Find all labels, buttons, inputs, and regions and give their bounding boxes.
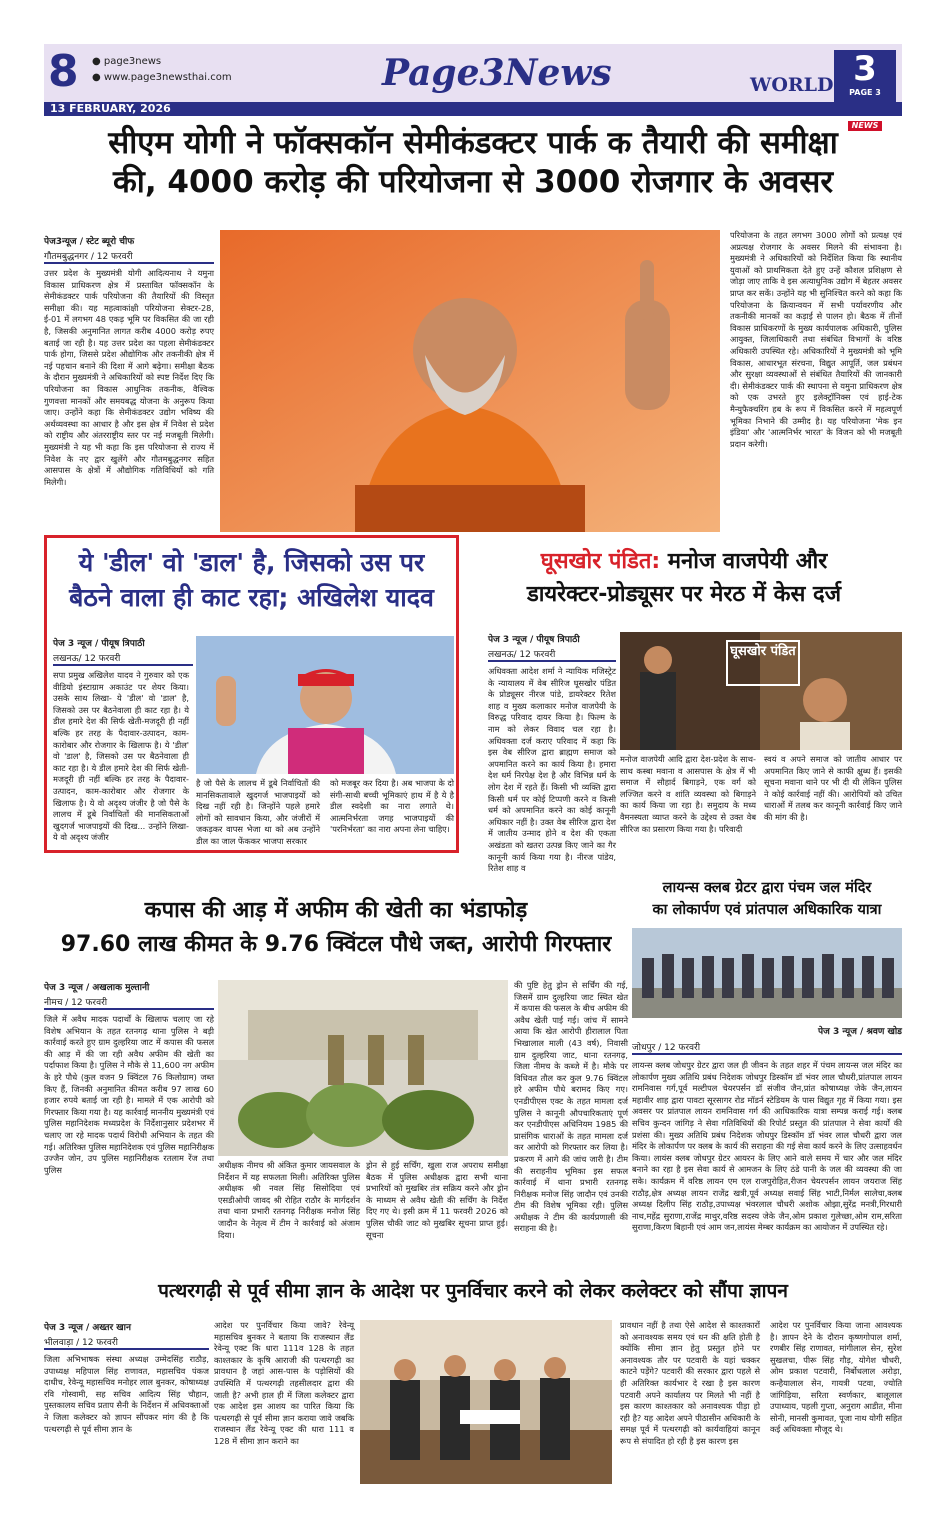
s2-byline: पेज 3 न्यूज / पीयूष त्रिपाठी [53, 639, 145, 649]
s2-headline: ये 'डील' वो 'डाल' है, जिसको उस पर बैठने वाला ही काट रहा; अखिलेश यादव [69, 548, 434, 612]
s1-photo [220, 230, 720, 532]
s5-headline: लायन्स क्लब ग्रेटर द्वारा पंचम जल मंदिर का लोकार्पण एवं प्रांतपाल अधिकारिक यात्रा [652, 880, 882, 918]
s3-poster-title: घूसखोर पंडित [726, 640, 800, 686]
newspaper-logo: Page3News [382, 52, 612, 94]
s6-body-col2: आदेश पर पुनर्विचार किया जावे? रेवेन्यू महासचिव बुनकर ने बताया कि राजस्थान लैंड रेवेन्यू एक्ट कि धारा 111व 128 के तहत काश्तकार के कृषि आराजी की पत्थरगढ़ी का प्रावधान है जहां आस-पास के पड़ोसियों की उपस्थिति में पत्थरगढ़ी तहसीलदार द्वारा की जाती है? अभी हाल ही में जिला कलेक्टर द्वारा एक आदेश इस आशय का पारित किया कि पत्थरगढ़ी से पूर्व सीमा ज्ञान कराया जावे जबकि राजस्थान लैंड रेवेन्यू एक्ट की धारा 111 व 128 में सीमा ज्ञान कराने का [214, 1320, 354, 1446]
s3-body-col1: अधिवक्ता आदेश शर्मा ने न्यायिक मजिस्ट्रेट के न्यायालय में वेब सीरिज घूसखोर पंडित के प्रोड्यूसर नीरज पांडे, डायरेक्टर रितेश शाह व मुख्य कलाकार मनोज वाजपेयी के विरुद्ध परिवाद दायर किया है। फिल्म के नाम को लेकर विवाद चल रहा है। अधिवक्ता दर्ज कराए परिवाद में कहा कि इस वेब सीरिज द्वारा ब्राह्मण समाज को अपमानित करने का कार्य किया है। हमारा देश धर्म निरपेक्ष देश है और विभिन्न धर्म के लोग देश में रहते हैं। किसी भी व्यक्ति द्वारा किसी धर्म पर कोई टिप्पणी करने व किसी धर्म को अपमानित करने का कोई कानूनी अधिकार नहीं है। उक्त वेब सीरिज द्वारा देश में जातीय उन्माद होने व देश की एकता अखंडता को खतरा उत्पन्न किए जाने का गैर कानूनी कार्य किया गया है। नीरज पांडेय, रितेश शाह व [488, 666, 616, 874]
s6-photo [360, 1320, 612, 1484]
s3-headline: घूसखोर पंडित: मनोज वाजपेयी और डायरेक्टर-प्रोड्यूसर पर मेरठ में केस दर्ज [526, 549, 842, 607]
website-link[interactable]: ● www.page3newsthai.com [92, 72, 232, 83]
s1-byline: पेज3न्यूज / स्टेट ब्यूरो चीफ [44, 237, 135, 247]
divider [44, 1348, 209, 1350]
s4-location: नीमच / 12 फरवरी [44, 998, 108, 1008]
s3-location: लखनऊ/ 12 फरवरी [488, 650, 556, 660]
divider [44, 262, 214, 264]
s3-body-col3: स्वयं व अपने समाज को जातीय आधार पर अपमानित किए जाने से काफी क्षुब्ध हैं। इसकी सूचना मवाना थाने पर भी दी थी लेकिन पुलिस ने कोई कार्रवाई नहीं की। आरोपियों को उचित धाराओं में तलब कर कानूनी कार्रवाई किए जाने की मांग की है। [764, 754, 902, 822]
s2-location: लखनऊ/ 12 फरवरी [53, 654, 121, 664]
s1-body-col1: उत्तर प्रदेश के मुख्यमंत्री योगी आदित्यनाथ ने यमुना विकास प्राधिकरण क्षेत्र में प्रस्तावित फॉक्सकॉन के सेमीकंडक्टर पार्क परियोजना की तैयारियों की विस्तृत समीक्षा की। यह महत्वाकांक्षी परियोजना सेक्टर-28, ई-01 में लगभग 48 एकड़ भूमि पर विकसित की जा रही है, जिसकी अनुमानित लागत करीब 4000 करोड़ रुपए बताई जा रही है। यह उत्तर प्रदेश का पहला सेमीकंडक्टर पार्क होगा, जिससे प्रदेश औद्योगिक और तकनीकी क्षेत्र में नई पहचान बनाने की दिशा में आगे बढ़ेगा। समीक्षा बैठक के दौरान मुख्यमंत्री ने अधिकारियों को स्पष्ट निर्देश दिए कि परियोजना का विकास आधुनिक तकनीक, वैश्विक गुणवत्ता मानकों और समयबद्ध योजना के अनुरूप किया जाए। उन्होंने कहा कि सेमीकंडक्टर उद्योग भविष्य की अर्थव्यवस्था का आधार है और इस क्षेत्र में निवेश से प्रदेश को राष्ट्रीय और अंतरराष्ट्रीय स्तर पर नई मजबूती मिलेगी। मुख्यमंत्री ने यह भी कहा कि इस परियोजना से राज्य में निवेश के नए द्वार खुलेंगे और गौतमबुद्धनगर सहित आसपास के क्षेत्रों में औद्योगिक गतिविधियों को गति मिलेगी। [44, 268, 214, 487]
s4-body-col4: की पुष्टि हेतु ड्रोन से सर्चिंग की गई, जिसमें ग्राम दुल्हरिया जाट स्थित खेत में कपास की फसल के बीच अफीम की अवैध खेती पाई गई। जांच में सामने आया कि खेत आरोपी हीरालाल पिता भिखालाल माली (43 वर्ष), निवासी ग्राम दुल्हरिया जाट, थाना रतनगढ़, जिला नीमच के कब्जे में है। मौके पर विधिवत तौल कर कुल 9.76 क्विंटल हरे अफीम पौधे बरामद किए गए। एनडीपीएस एक्ट के तहत मामला दर्ज पुलिस ने कानूनी औपचारिकताएं पूर्ण कर एनडीपीएस अधिनियम 1985 की प्रासंगिक धाराओं के तहत मामला दर्ज कर आरोपी को गिरफ्तार कर लिया है। प्रकरण में आगे की जांच जारी है। टीम की सराहनीय भूमिका इस सफल कार्रवाई में थाना प्रभारी रतनगढ़ निरीक्षक मनोज सिंह जादौन एवं उनकी टीम की विशेष भूमिका रही। पुलिस अधीक्षक ने टीम की कार्यप्रणाली की सराहना की है। [514, 980, 628, 1234]
s6-body-col3: प्रावधान नहीं है तथा ऐसे आदेश से काश्तकारों को अनावश्यक समय एवं धन की क्षति होती है क्योंकि सीमा ज्ञान हेतु प्रस्तुत होने पर अनावश्यक तौर पर पटवारी के यहां चक्कर काटने पड़ेंगे? पटवारी की सरकार द्वारा पहले से ही अतिरिक्त कार्यभार दे रखा है इस कारण पटवारी अपने कार्यालय पर मिलते भी नहीं है इस कारण काश्तकार को अनावश्यक पीड़ा हो रही है? यह आदेश अपने पीठासीन अधिकारी के समक्ष पूर्व में पत्थरगढ़ी को कार्यवाहियां कानून रूप से संपादित हो रही है इस कारण इस [620, 1320, 760, 1446]
s5-photo [632, 928, 902, 1018]
s4-headline: कपास की आड़ में अफीम की खेती का भंडाफोड़ 97.60 लाख कीमत के 9.76 क्विंटल पौधे जब्त, आरोपी गिरफ्तार [60, 898, 612, 958]
divider [488, 660, 616, 662]
s5-body: लायन्स क्लब जोधपुर ग्रेटर द्वारा जल ही जीवन के तहत शहर में पंचम लायन्स जल मंदिर का लोकार्पण मुख्य अतिथि प्रबंध निदेशक जोधपुर डिस्कॉम डॉ भंवर लाल चौधरी,प्रांतपाल लायन रामनिवास गर्ग,पूर्व मल्टीपल चेयरपर्सन डॉ संजीव जैन,प्रांत कोषाध्यक्ष जेके जैन,लायन महावीर शाह द्वारा पावटा सूरसागर रोड मॉडर्न स्टेडियम के पास विद्युत गृह में किया गया। इस अवसर पर प्रांतपाल लायन रामनिवास गर्ग की आधिकारिक यात्रा सम्पन्न कराई गई। क्लब सचिव कुन्दन जांगिड़ ने सेवा गतिविधियों की रिपोर्ट प्रस्तुत की प्रांतपाल ने सेवा कार्यों की प्रशंसा की। मुख्य अतिथि प्रबंध निदेशक जोधपुर डिस्कॉम डॉ भंवर लाल चौधरी द्वारा जल मंदिर के लोकार्पण पर क्लब के कार्य की सराहना की गई सेवा कार्य करने के लिए उत्साहवर्धन किया। लायंस क्लब जोधपुर ग्रेटर आयरन के लिए आने वाले समय में चार और जल मंदिर बनाने का रहा है इस सेवा कार्य से आमजन के लिए ठंडे पानी के जल की व्यवस्था की जा सके। कार्यक्रम में वरिष्ठ लायन एम एल राजपुरोहित,रीजन चेयरपर्सन लायन जयराज सिंह राठौड़,क्षेत्र अध्यक्ष लायन राजेंद्र खत्री,पूर्व अध्यक्ष सवाई सिंह भाटी,निर्मल सालेचा,क्लब अध्यक्ष दिलीप सिंह राठौड़,उपाध्यक्ष भंवरलाल चौधरी अशोक ओझा,सुरेंद्र मनत्री,गिरधारी नाथ,महेंद्र सुराणा,राजेंद्र माथुर,वरिष्ठ सदस्य जेके जैन,ओम प्रकाश गुलेच्छा,ओम राम,सरिता सुराणा,किरण बिहानी एवं आम जन,लायंस मेम्बर कार्यक्रम का आयोजन में उपस्थित रहे। [632, 1060, 902, 1233]
divider [53, 664, 193, 666]
s3-body-col2: मनोज वाजपेयी आदि द्वारा देश-प्रदेश के साथ-साथ कस्बा मवाना व आसपास के क्षेत्र में भी समाज में सौहार्द बिगाड़ने, एक वर्ग को लज्जित करने व शांति व्यवस्था को बिगाड़ने का कार्य किया जा रहा है। समुदाय के मध्य वैमनस्यता व्याप्त करने के उद्देश्य से उक्त वेब सीरिज का प्रसारण किया गया है। परिवादी [620, 754, 756, 834]
s2-body-col3: को मजबूर कर दिया है। अब भाजपा के दो संगी-साथी बच्ची भूमिकाएं हाथ में है ये है डील स्वदेशी का नारा लगाते थे। आत्मनिर्भरता जगह भाजपाइयों की 'परनिर्भरता' का नारा अपना लेना चाहिए। [330, 778, 454, 835]
s1-body-col2: परियोजना के तहत लगभग 3000 लोगों को प्रत्यक्ष एवं अप्रत्यक्ष रोजगार के अवसर मिलने की संभावना है। मुख्यमंत्री ने अधिकारियों को निर्देशित किया कि स्थानीय युवाओं को प्राथमिकता देते हुए उन्हें कौशल प्रशिक्षण से जोड़ा जाए ताकि वे इस अत्याधुनिक उद्योग में बेहतर अवसर प्राप्त कर सकें। उन्होंने यह भी सुनिश्चित करने को कहा कि परियोजना के क्रियान्वयन में सभी पर्यावरणीय और तकनीकी मानकों का कड़ाई से पालन हो। बैठक में तीनों विकास प्राधिकरणों के मुख्य कार्यपालक अधिकारी, पुलिस आयुक्त, जिलाधिकारी तथा संबंधित विभागों के वरिष्ठ अधिकारी उपस्थित रहे। अधिकारियों ने मुख्यमंत्री को भूमि विकास, आधारभूत संरचना, विद्युत आपूर्ति, जल प्रबंधन और सुरक्षा व्यवस्थाओं से संबंधित तैयारियों की जानकारी दी। सेमीकंडक्टर पार्क की स्थापना से यमुना प्राधिकरण क्षेत्र को एक उभरते हुए इलेक्ट्रॉनिक्स एवं हाई-टेक मैन्युफैक्चरिंग हब के रूप में विकसित करने में महत्वपूर्ण भूमिका निभाने की उम्मीद है। यह परियोजना 'मेक इन इंडिया' और 'आत्मनिर्भर भारत' के विजन को भी मजबूती प्रदान करेगी। [730, 230, 902, 449]
masthead-header [44, 44, 902, 130]
social-handle[interactable]: ● page3news [92, 56, 162, 67]
s6-body-col4: आदेश पर पुनर्विचार किया जाना आवश्यक है। ज्ञापन देने के दौरान कृष्णगोपाल शर्मा, रणबीर सिंह राणावत, मांगीलाल सेन, सुरेश सुखलचा, पीरू सिंह गौड़, योगेश चौधरी, ओम प्रकाश पटवारी, निर्बोधलाल अरोड़ा, कन्हैयालाल सेन, गायत्री पटवा, ज्योति जांगिड़िया, सरिता स्वर्णकार, बालूलाल उपाध्याय, पहली गुप्ता, अनुराग आडीत, मीना सोनी, मानसी कुमावत, पूजा नाथ योगी सहित कई अधिवक्ता मौजूद थे। [770, 1320, 902, 1435]
issue-date: 13 FEBRUARY, 2026 [50, 102, 171, 115]
s3-byline: पेज 3 न्यूज / पीयूष त्रिपाठी [488, 635, 580, 645]
s6-location: भीलवाड़ा / 12 फरवरी [44, 1338, 118, 1348]
s4-body-col3: ड्रोन से हुई सर्चिंग, खुला राज अपराध समीक्षा बैठक में पुलिस अधीक्षक द्वारा सभी थाना प्रभारियों को मुखबिर तंत्र सक्रिय करने और ड्रोन के माध्यम से अवैध खेती की सर्चिंग के निर्देश दिए गए थे। इसी क्रम में 11 फरवरी 2026 को पुलिस चौकी जाट को मुखबिर सूचना प्राप्त हुई। सूचना [366, 1160, 508, 1240]
divider [44, 1008, 214, 1010]
s4-photo [218, 980, 508, 1156]
s5-byline: पेज 3 न्यूज / श्रवण खोड [818, 1027, 902, 1037]
s1-location: गौतमबुद्धनगर / 12 फरवरी [44, 252, 133, 262]
s4-body-col1: जिले में अवैध मादक पदार्थों के खिलाफ चलाए जा रहे विशेष अभियान के तहत रतनगढ़ थाना पुलिस ने बड़ी कार्रवाई करते हुए ग्राम दुल्हरिया जाट में कपास की फसल की आड़ में की जा रही अवैध अफीम की खेती का पर्दाफाश किया है। पुलिस ने मौके से 11,600 नग अफीम के हरे पौधे (कुल वजन 9 क्विंटल 76 किलोग्राम) जब्त किए हैं, जिनकी अनुमानित कीमत करीब 97 लाख 60 हजार रुपये बताई जा रही है। मामले में एक आरोपी को गिरफ्तार किया गया है। यह कार्रवाई माननीय मुख्यमंत्री एवं पुलिस महानिदेशक मध्यप्रदेश के निर्देशानुसार प्रदेशभर में चलाए जा रहे मादक पदार्थ विरोधी अभियान के तहत की गई। अतिरिक्त पुलिस महानिदेशक एवं पुलिस महानिरीक्षक उज्जैन जोन, उप पुलिस महानिरीक्षक रतलाम रेंज तथा पुलिस [44, 1014, 214, 1175]
brand-badge: 3 PAGE 3 NEWS [834, 50, 896, 110]
s4-body-col2: अधीक्षक नीमच श्री अंकित कुमार जायसवाल के निर्देशन में यह सफलता मिली। अतिरिक्त पुलिस अधीक्षक श्री नवल सिंह सिसोदिया एवं एसडीओपी जावद श्री रोहित राठौर के मार्गदर्शन तथा थाना प्रभारी रतनगढ़ निरीक्षक मनोज सिंह जादौन के नेतृत्व में टीम ने कार्रवाई को अंजाम दिया। [218, 1160, 360, 1240]
s2-body-col1: सपा प्रमुख अखिलेश यादव ने गुरुवार को एक वीडियो इंस्टाग्राम अकाउंट पर शेयर किया। उसके साथ लिखा- ये 'डील' वो 'डाल' है, जिसको उस पर बैठनेवाला ही काट रहा है। ये डील हमारे देश की सिर्फ खेती-मजदूरी ही नहीं बल्कि हर तरह के पैदावार-उत्पादन, काम-कारोबार और रोजगार के खिलाफ है। ये 'डील' वो 'डाल' है, जिसको उस पर बैठनेवाला ही काट रहा है। ये डील हमारे देश की सिर्फ खेती-मजदूरी ही नहीं बल्कि हर तरह के पैदावार-उत्पादन, काम-कारोबार और रोजगार के खिलाफ है। ये वो अदृश्य जंजीर है जो पैसे के लालच में डूबे निर्वाचितों की मानसिकताओं खुदगर्ज भाजपाइयों की दिख... उन्होंने लिखा- ये वो अदृश्य जंजीर [53, 670, 189, 843]
s5-location: जोधपुर / 12 फरवरी [632, 1043, 701, 1053]
s6-byline: पेज 3 न्यूज / अख्तर खान [44, 1323, 131, 1333]
divider [632, 1053, 902, 1055]
s1-headline: सीएम योगी ने फॉक्सकॉन सेमीकंडक्टर पार्क क तैयारी की समीक्षा की, 4000 करोड़ की परियोजना से 3000 रोजगार के अवसर [108, 125, 838, 200]
section-label: WORLD [750, 74, 834, 96]
s6-headline: पत्थरगढ़ी से पूर्व सीमा ज्ञान के आदेश पर पुनर्विचार करने को लेकर कलेक्टर को सौंपा ज्ञापन [158, 1280, 788, 1302]
s4-byline: पेज 3 न्यूज / अखलाक मुल्तानी [44, 983, 150, 993]
s2-body-col2: है जो पैसे के लालच में डूबे निर्वाचितों की मानसिकतावाले खुदगर्ज भाजपाइयों को दिख नहीं रही है। जिन्होंने पहले हमारे लोगों को सावधान किया, और जंजीरों में जकड़कर वापस भेजा था को अब उन्होंने डील का जाल फेंककर भाजपा सरकार [196, 778, 320, 846]
s2-photo [196, 636, 454, 774]
page-number: 8 [48, 46, 79, 97]
s6-body-col1: जिला अभिभाषक संस्था अध्यक्ष उम्मेदसिंह राठौड़, उपाध्यक्ष महिपाल सिंह राणावत, महासचिव पंकज दाधीच, रेवेन्यू महासचिव मनोहर लाल बुनकर, कोषाध्यक्ष रवि गोस्वामी, सह सचिव आदित्य सिंह चौहान, पुस्तकालय सचिव प्रताप सैनी के निर्देशन में अधिवक्ताओं ने जिला कलेक्टर को ज्ञापन सौंपकर मांग की है कि पत्थरगढ़ी से पूर्व सीमा ज्ञान के [44, 1354, 209, 1434]
header-date-bar [44, 102, 902, 116]
